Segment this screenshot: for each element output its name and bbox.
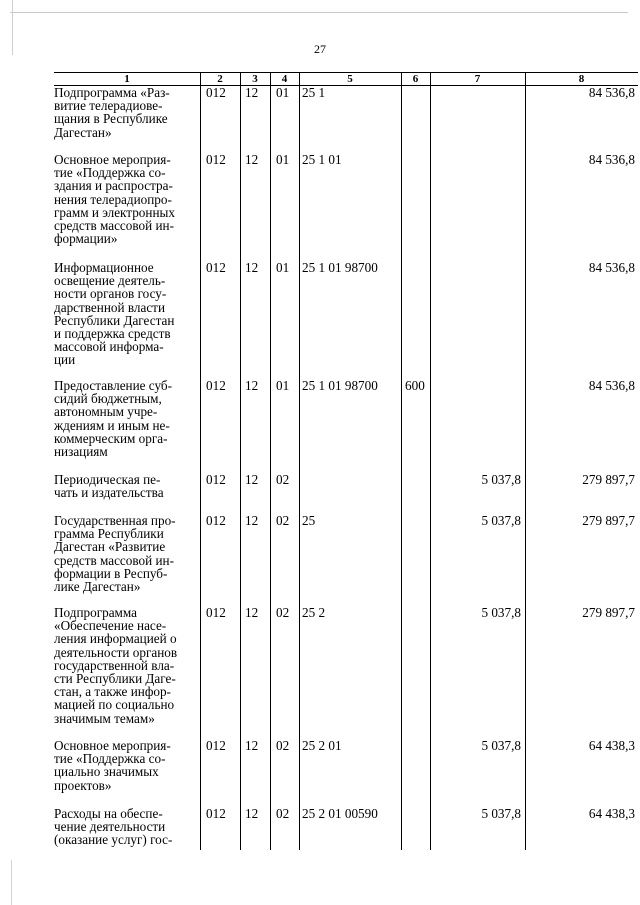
cell-amount-7: 5 037,8 [481, 513, 521, 528]
cell-code: 012 [206, 85, 226, 100]
cell-target-article: 25 2 [302, 605, 326, 620]
cell-amount-8: 84 536,8 [588, 378, 635, 393]
column-header: 4 [281, 73, 288, 85]
cell-target-article: 25 1 01 98700 [302, 260, 378, 275]
scan-edge-line [10, 12, 628, 13]
column-header: 5 [347, 73, 353, 85]
page-number: 27 [314, 42, 326, 56]
cell-code: 012 [206, 738, 226, 753]
cell-section: 12 [245, 605, 259, 620]
cell-section: 12 [245, 806, 259, 821]
scan-edge-mark [11, 860, 12, 905]
column-divider [240, 72, 241, 850]
cell-section: 12 [245, 85, 259, 100]
column-divider [525, 72, 526, 850]
cell-amount-7: 5 037,8 [481, 806, 521, 821]
cell-amount-8: 84 536,8 [588, 85, 635, 100]
cell-subsection: 02 [276, 806, 290, 821]
cell-amount-7: 5 037,8 [481, 738, 521, 753]
cell-section: 12 [245, 738, 259, 753]
column-header: 7 [474, 73, 481, 85]
cell-target-article: 25 1 01 98700 [302, 378, 378, 393]
cell-section: 12 [245, 472, 259, 487]
cell-target-article: 25 [302, 513, 316, 528]
cell-target-article: 25 1 01 [302, 152, 342, 167]
row-name: Информационное освещение деятель- ности органов госу- дарственной власти Республики Дагестан и поддержка средств массовой информа- ции [54, 260, 175, 368]
row-name: Периодическая пе- чать и издательства [54, 472, 164, 501]
cell-amount-7: 5 037,8 [481, 605, 521, 620]
cell-amount-8: 84 536,8 [588, 260, 635, 275]
row-name: Основное мероприя- тие «Поддержка со- здания и распростра- нения телерадиопро- грамм и электронных средств массовой ин- формации» [54, 152, 175, 247]
cell-amount-7: 5 037,8 [481, 472, 521, 487]
cell-expense-type: 600 [405, 378, 425, 393]
row-name: Подпрограмма «Обеспечение насе- ления информацией о деятельности органов государственной вла- сти Республики Даге- стан, а также инфор- мацией по социально значимым темам» [54, 605, 178, 726]
cell-subsection: 02 [276, 605, 290, 620]
cell-subsection: 01 [276, 260, 290, 275]
cell-section: 12 [245, 260, 259, 275]
column-divider [299, 72, 300, 850]
column-header: 8 [578, 73, 585, 85]
cell-code: 012 [206, 806, 226, 821]
column-divider [200, 72, 201, 850]
budget-table [54, 72, 638, 848]
row-name: Расходы на обеспе- чение деятельности (оказание услуг) гос- [54, 806, 173, 848]
cell-subsection: 01 [276, 378, 290, 393]
cell-amount-8: 279 897,7 [582, 513, 635, 528]
cell-code: 012 [206, 378, 226, 393]
column-divider [270, 72, 271, 850]
column-header: 2 [217, 73, 223, 85]
row-name: Подпрограмма «Раз- витие телерадиове- щания в Республике Дагестан» [54, 85, 170, 140]
cell-subsection: 01 [276, 152, 290, 167]
cell-amount-8: 279 897,7 [582, 472, 635, 487]
column-divider [430, 72, 431, 850]
cell-target-article: 25 2 01 00590 [302, 806, 378, 821]
cell-amount-8: 279 897,7 [582, 605, 635, 620]
cell-code: 012 [206, 152, 226, 167]
cell-subsection: 01 [276, 85, 290, 100]
row-name: Предоставление суб- сидий бюджетным, автономным учре- ждениям и иным не- коммерческим орга- низациям [54, 378, 173, 460]
cell-code: 012 [206, 605, 226, 620]
cell-code: 012 [206, 513, 226, 528]
column-header: 3 [252, 73, 258, 85]
cell-subsection: 02 [276, 738, 290, 753]
cell-amount-8: 64 438,3 [588, 738, 635, 753]
cell-subsection: 02 [276, 472, 290, 487]
cell-subsection: 02 [276, 513, 290, 528]
column-header: 1 [124, 73, 130, 85]
cell-target-article: 25 1 [302, 85, 326, 100]
cell-section: 12 [245, 378, 259, 393]
cell-amount-8: 64 438,3 [588, 806, 635, 821]
cell-section: 12 [245, 513, 259, 528]
cell-section: 12 [245, 152, 259, 167]
row-name: Основное мероприя- тие «Поддержка со- циально значимых проектов» [54, 738, 171, 793]
cell-amount-8: 84 536,8 [588, 152, 635, 167]
column-header: 6 [412, 73, 419, 85]
cell-code: 012 [206, 260, 226, 275]
row-name: Государственная про- грамма Республики Дагестан «Развитие средств массовой ин- формации в Респуб- лике Дагестан» [54, 513, 176, 595]
column-divider [401, 72, 402, 850]
table-header [54, 72, 638, 86]
cell-code: 012 [206, 472, 226, 487]
cell-target-article: 25 2 01 [302, 738, 342, 753]
